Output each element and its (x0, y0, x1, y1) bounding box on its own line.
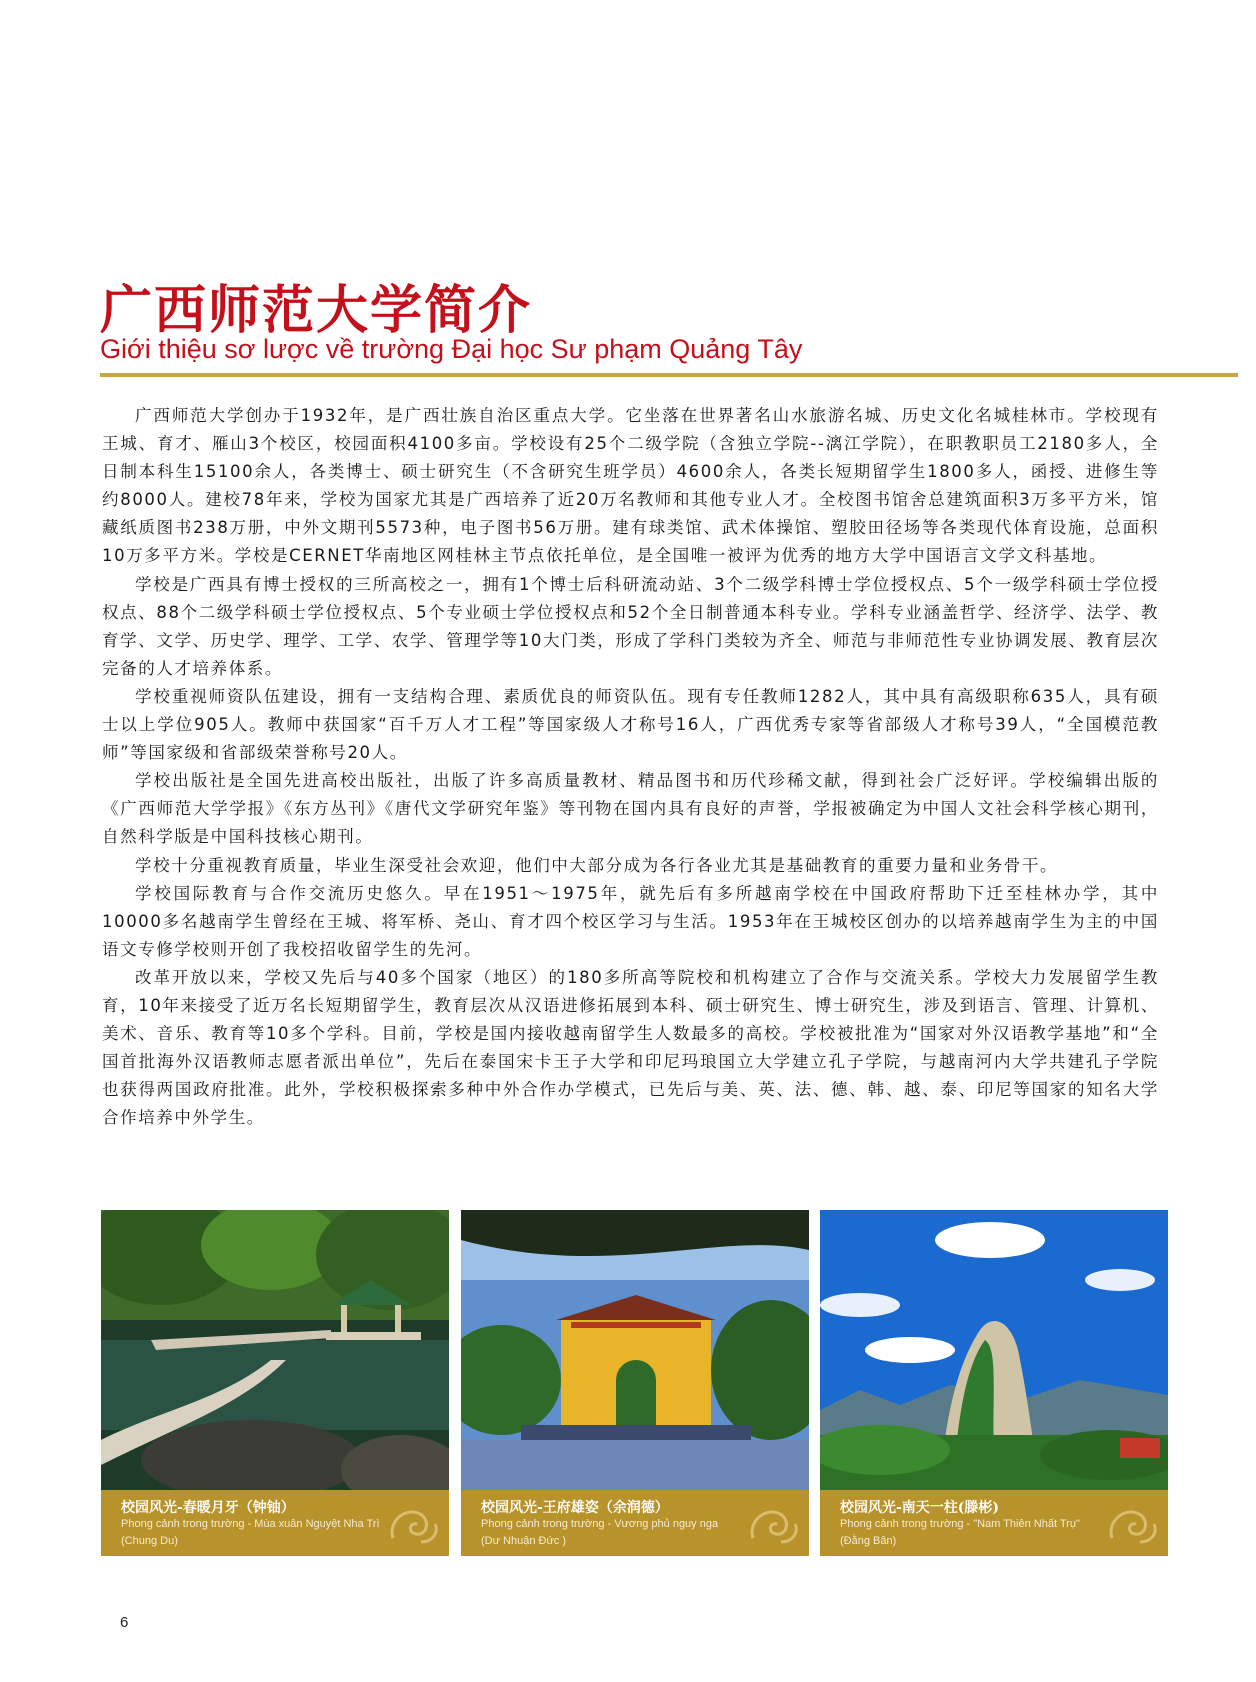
page-subtitle: Giới thiệu sơ lược về trường Đại học Sư phạm Quảng Tây (100, 334, 803, 364)
photo-palace-gate (461, 1210, 809, 1490)
article-body (102, 402, 1159, 1132)
photo-caption (101, 1490, 449, 1556)
paragraph: 改革开放以来，学校又先后与40多个国家（地区）的180多所高等院校和机构建立了合作与交流关系。学校大力发展留学生教育，10年来接受了近万名长短期留学生，教育层次从汉语进修拓展到本科、硕士研究生、博士研究生，涉及到语言、管理、计算机、美术、音乐、教育等10多个学科。目前，学校是国内接收越南留学生人数最多的高校。学校被批准为“国家对外汉语教学基地”和“全国首批海外汉语教师志愿者派出单位”，先后在泰国宋卡王子大学和印尼玛琅国立大学建立孔子学院，与越南河内大学共建孔子学院也获得两国政府批准。此外，学校积极探索多种中外合作办学模式，已先后与美、英、法、德、韩、越、泰、印尼等国家的知名大学合作培养中外学生。 (102, 967, 1159, 1128)
caption-credit: (Dư Nhuận Đức ) (481, 1535, 567, 1547)
caption-title: 校园风光-王府雄姿（余润德） (481, 1500, 669, 1516)
photo-card-gate (461, 1210, 809, 1556)
caption-subtitle: Phong cảnh trong trường - Vương phủ nguy nga (481, 1518, 719, 1530)
photo-caption (820, 1490, 1168, 1556)
caption-title: 校园风光-春暖月牙（钟铀） (121, 1500, 295, 1516)
paragraph: 学校十分重视教育质量，毕业生深受社会欢迎，他们中大部分成为各行各业尤其是基础教育的重要力量和业务骨干。 (135, 855, 1059, 875)
paragraph: 学校出版社是全国先进高校出版社，出版了许多高质量教材、精品图书和历代珍稀文献，得到社会广泛好评。学校编辑出版的《广西师范大学学报》《东方丛刊》《唐代文学研究年鉴》等刊物在国内具有良好的声誉，学报被确定为中国人文社会科学核心期刊，自然科学版是中国科技核心期刊。 (102, 771, 1159, 847)
caption-credit: (Chung Du) (121, 1535, 178, 1547)
caption-credit: (Đằng Bân) (840, 1535, 897, 1547)
photo-card-pond (101, 1210, 449, 1556)
page-number: 6 (120, 1614, 129, 1631)
paragraph: 广西师范大学创办于1932年，是广西壮族自治区重点大学。它坐落在世界著名山水旅游名城、历史文化名城桂林市。学校现有王城、育才、雁山3个校区，校园面积4100多亩。学校设有25个二级学院（含独立学院--漓江学院），在职教职员工2180多人，全日制本科生15100余人，各类博士、硕士研究生（不含研究生班学员）4600余人，各类长短期留学生1800多人，函授、进修生等约8000人。建校78年来，学校为国家尤其是广西培养了近20万名教师和其他专业人才。全校图书馆舍总建筑面积3万多平方米，馆藏纸质图书238万册，中外文期刊5573种，电子图书56万册。建有球类馆、武术体操馆、塑胶田径场等各类现代体育设施，总面积10万多平方米。学校是CERNET华南地区网桂林主节点依托单位，是全国唯一被评为优秀的地方大学中国语言文学文科基地。 (102, 406, 1159, 566)
caption-title: 校园风光-南天一柱(滕彬) (840, 1500, 1000, 1516)
photo-caption (461, 1490, 809, 1556)
photo-solitary-peak (820, 1210, 1168, 1490)
photo-card-peak (820, 1210, 1168, 1556)
caption-subtitle: Phong cảnh trong trường - "Nam Thiên Nhất Trụ" (840, 1518, 1080, 1530)
paragraph: 学校国际教育与合作交流历史悠久。早在1951～1975年，就先后有多所越南学校在中国政府帮助下迁至桂林办学，其中10000多名越南学生曾经在王城、将军桥、尧山、育才四个校区学习与生活。1953年在王城校区创办的以培养越南学生为主的中国语文专修学校则开创了我校招收留学生的先河。 (102, 883, 1159, 959)
cloud-swirl-icon (743, 1498, 803, 1548)
page-title: 广西师范大学简介 (100, 280, 533, 341)
photo-pond-pavilion (101, 1210, 449, 1490)
cloud-swirl-icon (383, 1498, 443, 1548)
title-divider (100, 373, 1238, 377)
caption-subtitle: Phong cảnh trong trường - Mùa xuân Nguyệt Nha Trì (121, 1518, 380, 1530)
cloud-swirl-icon (1102, 1498, 1162, 1548)
paragraph: 学校重视师资队伍建设，拥有一支结构合理、素质优良的师资队伍。现有专任教师1282人，其中具有高级职称635人，具有硕士以上学位905人。教师中获国家“百千万人才工程”等国家级人才称号16人，广西优秀专家等省部级人才称号39人，“全国模范教师”等国家级和省部级荣誉称号20人。 (102, 686, 1159, 763)
paragraph: 学校是广西具有博士授权的三所高校之一，拥有1个博士后科研流动站、3个二级学科博士学位授权点、5个一级学科硕士学位授权点、88个二级学科硕士学位授权点、5个专业硕士学位授权点和52个全日制普通本科专业。学科专业涵盖哲学、经济学、法学、教育学、文学、历史学、理学、工学、农学、管理学等10大门类，形成了学科门类较为齐全、师范与非师范性专业协调发展、教育层次完备的人才培养体系。 (102, 574, 1159, 678)
